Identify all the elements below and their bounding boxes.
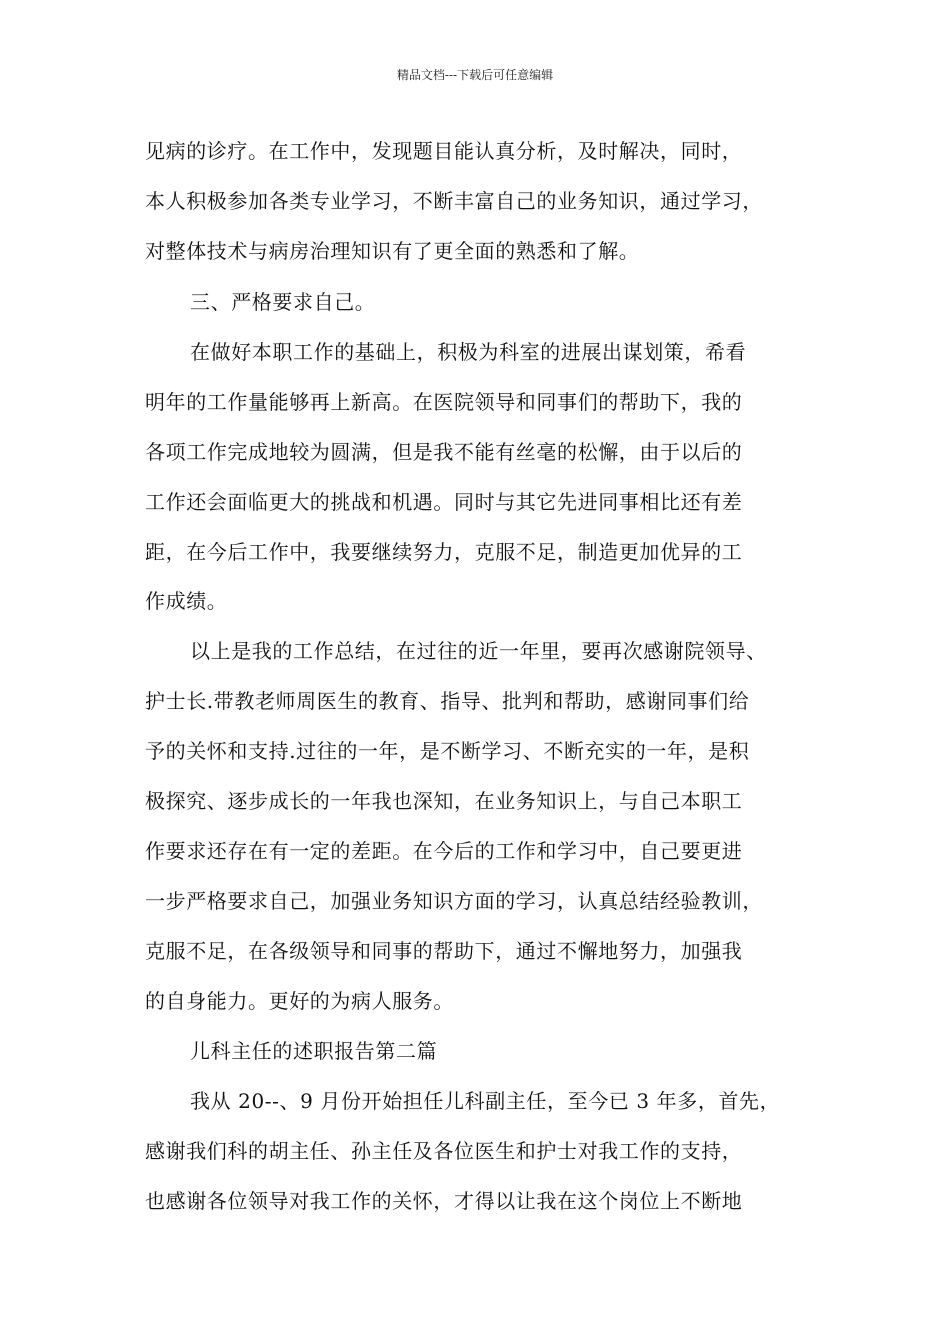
text-line: 克服不足，在各级领导和同事的帮助下，通过不懈地努力，加强我 <box>145 939 743 963</box>
section-title: 儿科主任的述职报告第二篇 <box>190 1039 438 1063</box>
text-line: 感谢我们科的胡主任、孙主任及各位医生和护士对我工作的支持， <box>145 1139 743 1163</box>
text-line: 工作还会面临更大的挑战和机遇。同时与其它先进同事相比还有差 <box>145 490 743 514</box>
text-line: 作要求还存在有一定的差距。在今后的工作和学习中，自己要更进 <box>145 839 743 863</box>
section-heading: 三、严格要求自己。 <box>190 290 376 314</box>
text-line: 本人积极参加各类专业学习，不断丰富自己的业务知识，通过学习， <box>145 189 763 213</box>
text-line: 的自身能力。更好的为病人服务。 <box>145 989 454 1013</box>
text-line: 作成绩。 <box>145 589 228 613</box>
text-line: 也感谢各位领导对我工作的关怀，才得以让我在这个岗位上不断地 <box>145 1189 743 1213</box>
text-line: 距，在今后工作中，我要继续努力，克服不足，制造更加优异的工 <box>145 540 743 564</box>
page-header: 精品文档---下载后可任意编辑 <box>396 68 554 82</box>
text-line: 各项工作完成地较为圆满，但是我不能有丝毫的松懈，由于以后的 <box>145 440 743 464</box>
text-line: 明年的工作量能够再上新高。在医院领导和同事们的帮助下，我的 <box>145 390 743 414</box>
text-line: 极探究、逐步成长的一年我也深知，在业务知识上，与自己本职工 <box>145 789 743 813</box>
text-line: 对整体技术与病房治理知识有了更全面的熟悉和了解。 <box>145 239 640 263</box>
text-line: 我从 20--、9 月份开始担任儿科副主任，至今已 3 年多，首先， <box>190 1089 781 1113</box>
text-line: 以上是我的工作总结，在过往的近一年里，要再次感谢院领导、 <box>190 639 767 663</box>
text-line: 见病的诊疗。在工作中，发现题目能认真分析，及时解决，同时， <box>145 139 743 163</box>
text-line: 在做好本职工作的基础上，积极为科室的进展出谋划策，希看 <box>190 340 747 364</box>
text-line: 护士长.带教老师周医生的教育、指导、批判和帮助，感谢同事们给 <box>145 689 750 713</box>
text-line: 予的关怀和支持.过往的一年，是不断学习、不断充实的一年，是积 <box>145 739 750 763</box>
text-line: 一步严格要求自己，加强业务知识方面的学习，认真总结经验教训， <box>145 889 763 913</box>
